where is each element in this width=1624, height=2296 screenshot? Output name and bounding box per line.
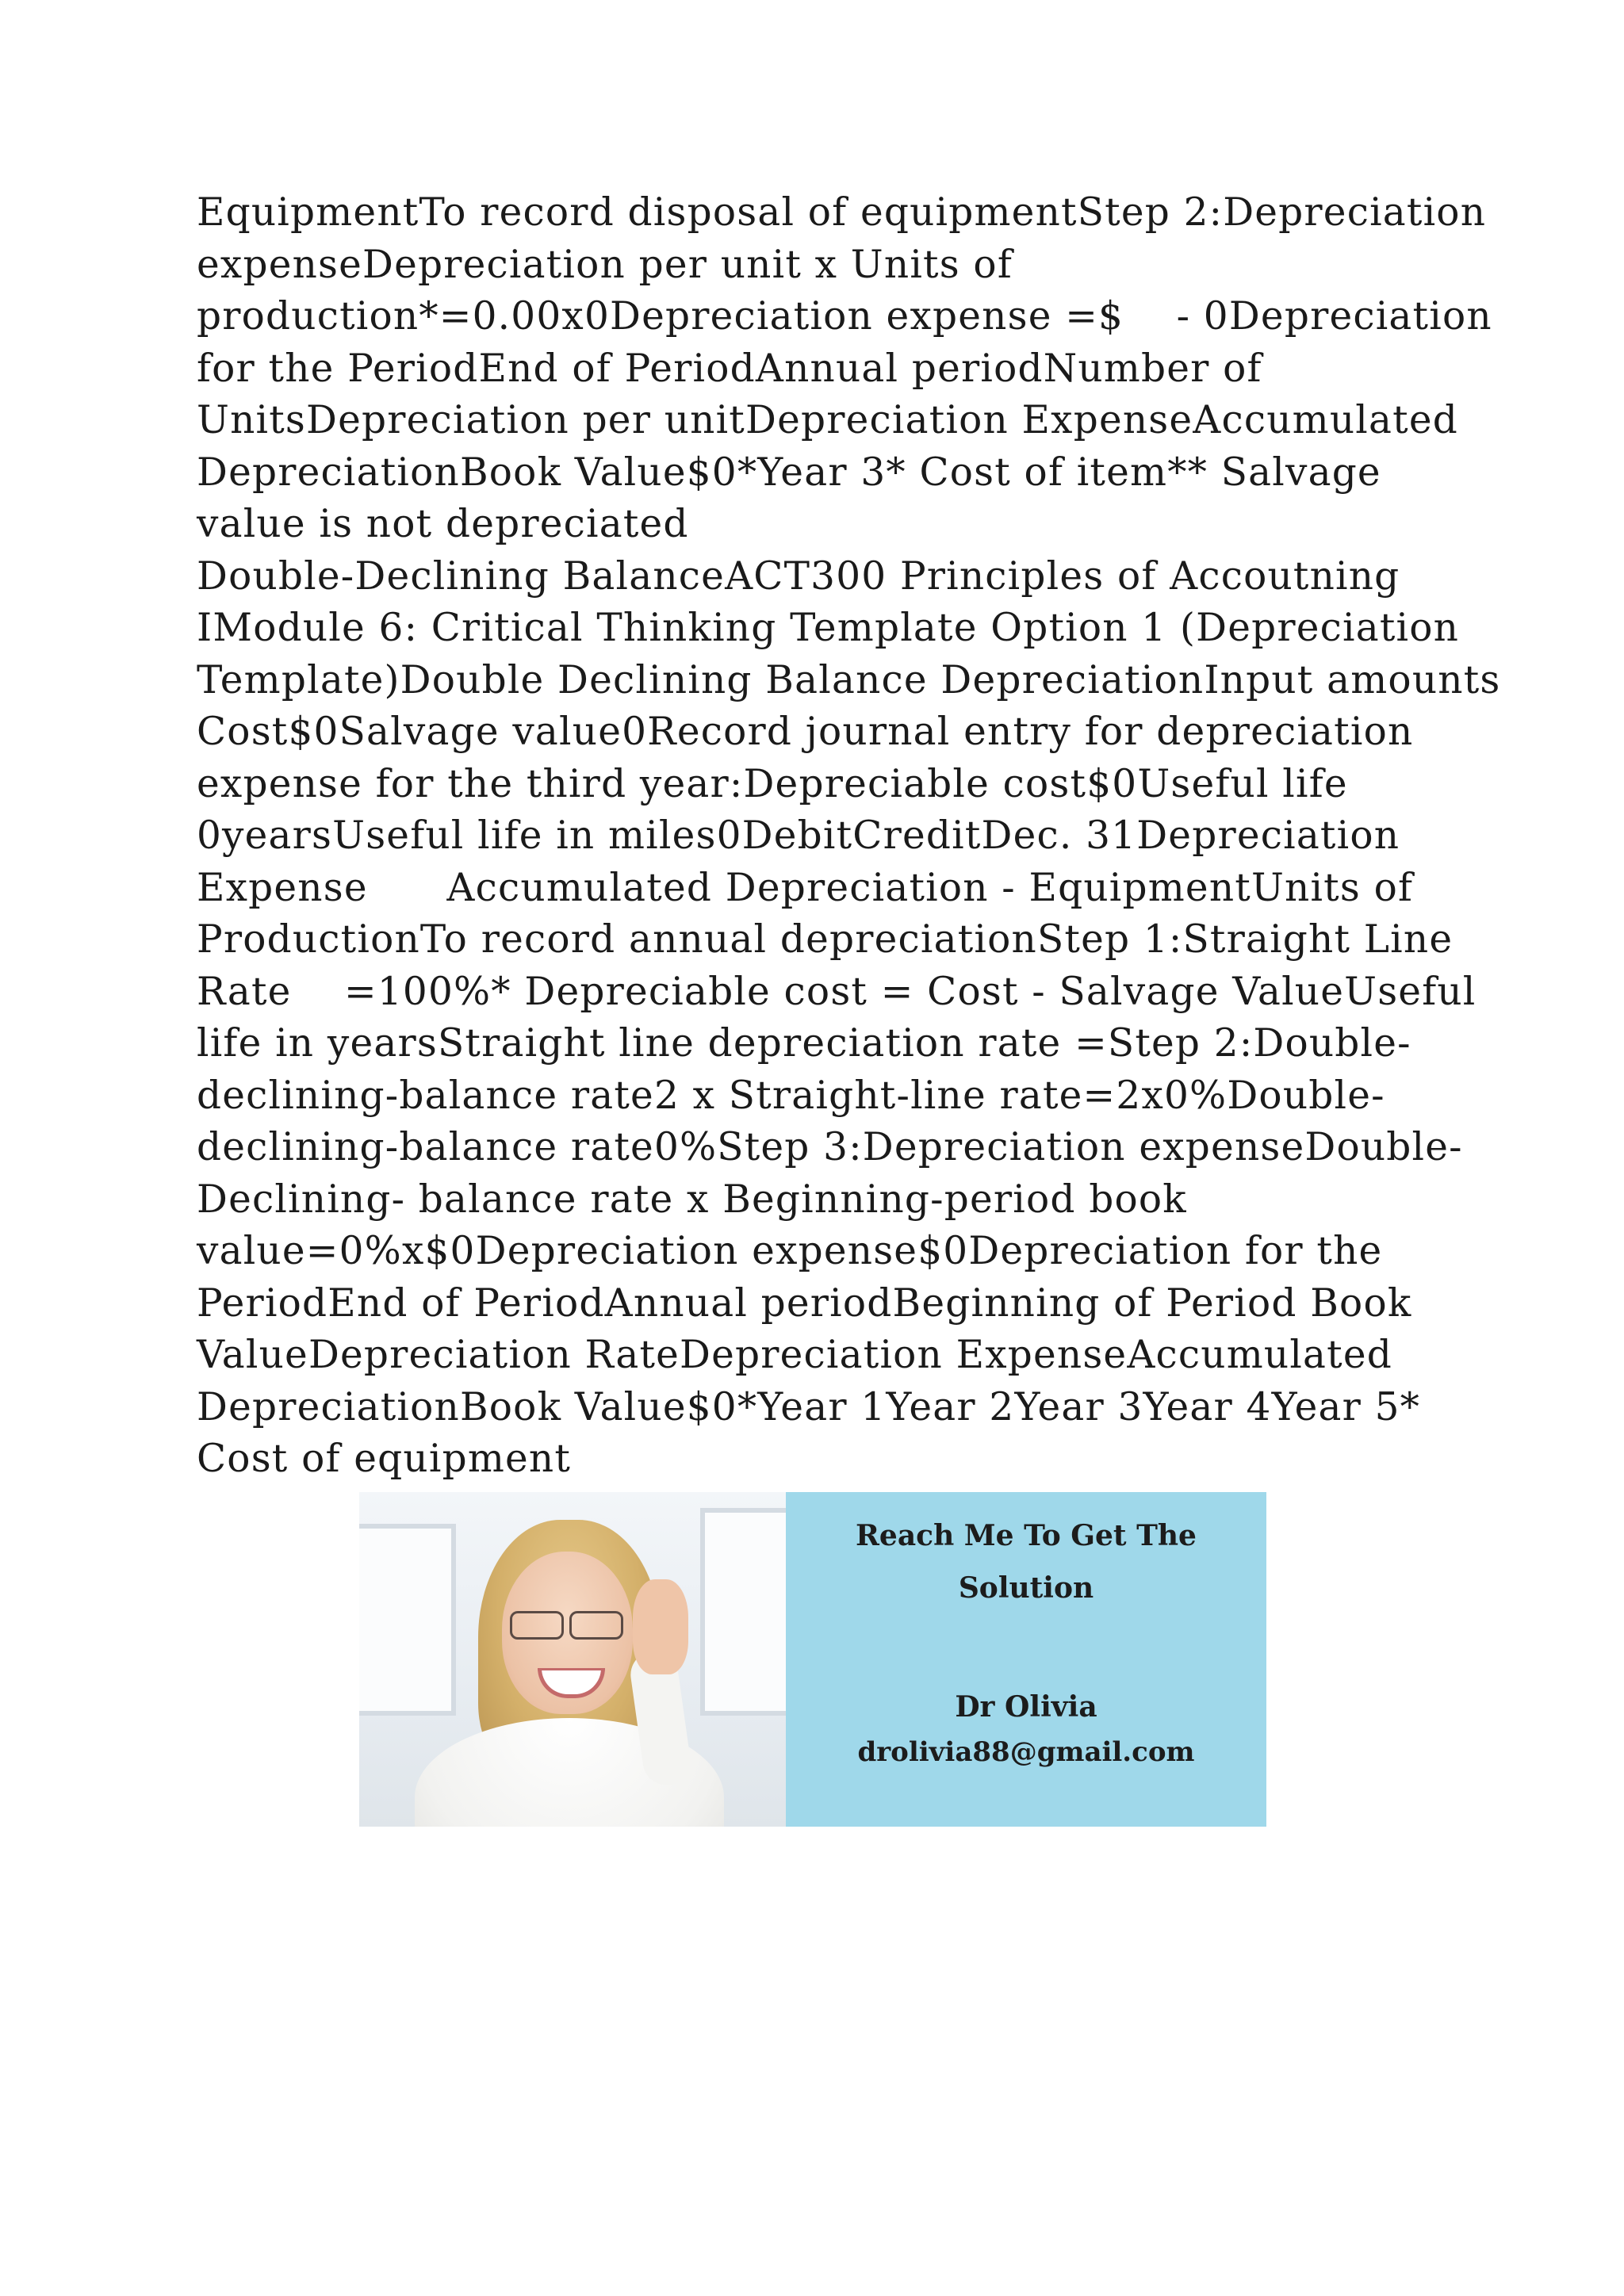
text-line: production*=0.00x0Depreciation expense =$ - 0Depreciation (197, 294, 1492, 339)
text-line: Cost$0Salvage value0Record journal entry for depreciation (197, 710, 1414, 754)
text-line: expenseDepreciation per unit x Units of (197, 242, 1013, 287)
glasses-icon (510, 1611, 564, 1640)
document-body-text (197, 187, 1501, 1486)
text-line: expense for the third year:Depreciable cost$0Useful life (197, 761, 1348, 806)
text-line: Double-Declining BalanceACT300 Principles of Accoutning (197, 553, 1400, 599)
text-line: for the PeriodEnd of PeriodAnnual periodNumber of (197, 346, 1262, 391)
background-window (700, 1508, 786, 1716)
text-line: Template)Double Declining Balance DepreciationInput amounts (197, 657, 1501, 702)
woman-portrait-photo (359, 1492, 786, 1827)
text-line: ProductionTo record annual depreciationStep 1:Straight Line (197, 917, 1454, 962)
contact-info-panel (786, 1492, 1266, 1827)
text-line: DepreciationBook Value$0*Year 3* Cost of item** Salvage (197, 450, 1381, 495)
text-line: PeriodEnd of PeriodAnnual periodBeginning of Period Book (197, 1280, 1412, 1326)
text-line: UnitsDepreciation per unitDepreciation ExpenseAccumulated (197, 398, 1458, 442)
text-line: Expense Accumulated Depreciation - EquipmentUnits of (197, 865, 1414, 910)
contact-name: Dr Olivia (955, 1690, 1097, 1724)
text-line: Declining- balance rate x Beginning-period book (197, 1177, 1187, 1222)
text-line: DepreciationBook Value$0*Year 1Year 2Year 3Year 4Year 5* (197, 1384, 1421, 1429)
glasses-icon (569, 1611, 623, 1640)
text-line: Rate =100%* Depreciable cost = Cost - Salvage ValueUseful (197, 969, 1477, 1014)
text-line: IModule 6: Critical Thinking Template Option 1 (Depreciation (197, 606, 1460, 650)
text-line: ValueDepreciation RateDepreciation ExpenseAccumulated (197, 1333, 1393, 1377)
text-line: declining-balance rate0%Step 3:Depreciation expenseDouble- (197, 1125, 1463, 1169)
text-line: Cost of equipment (197, 1437, 572, 1481)
portrait-hand (633, 1579, 688, 1674)
contact-email: drolivia88@gmail.com (857, 1736, 1195, 1768)
banner-headline-continued: Solution (958, 1571, 1094, 1605)
text-line: EquipmentTo record disposal of equipmentStep 2:Depreciation (197, 190, 1487, 235)
text-line: life in yearsStraight line depreciation rate =Step 2:Double- (197, 1021, 1411, 1066)
text-line: 0yearsUseful life in miles0DebitCreditDec. 31Depreciation (197, 813, 1400, 858)
contact-banner (359, 1492, 1266, 1827)
text-line: declining-balance rate2 x Straight-line rate=2x0%Double- (197, 1073, 1385, 1118)
text-line: value=0%x$0Depreciation expense$0Depreciation for the (197, 1229, 1383, 1273)
background-window (359, 1524, 456, 1716)
banner-headline: Reach Me To Get The (856, 1519, 1197, 1552)
text-line: value is not depreciated (197, 502, 689, 546)
